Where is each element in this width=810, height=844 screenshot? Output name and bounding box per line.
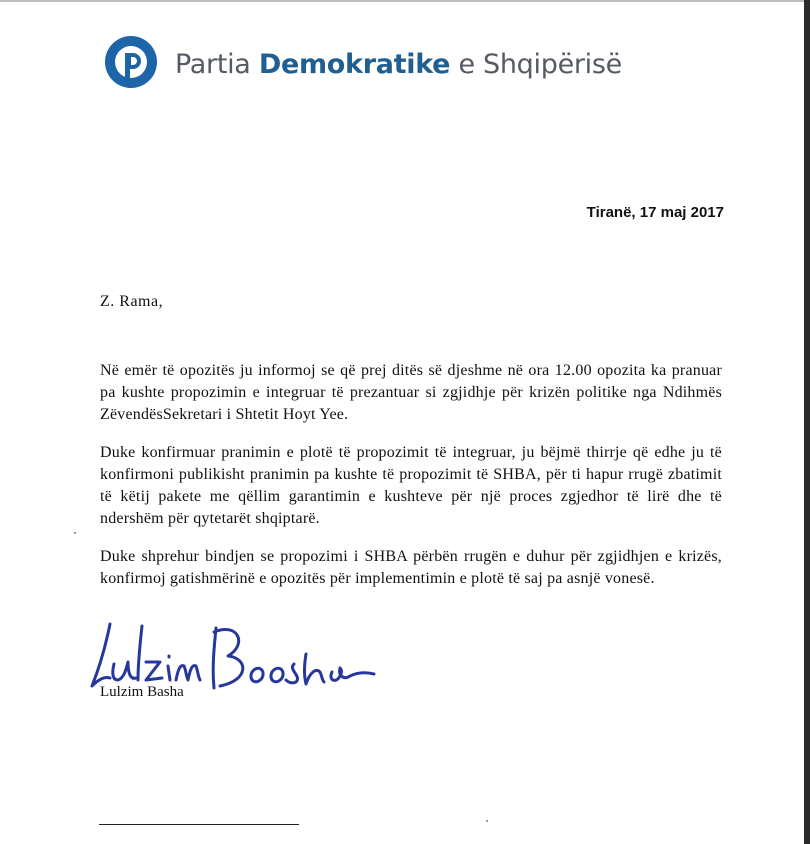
place-date: Tiranë, 17 maj 2017 xyxy=(586,204,724,221)
scan-speck xyxy=(486,820,488,822)
paragraph-1: Në emër të opozitës ju informoj se që prej ditës së djeshme në ora 12.00 opozita ka pranuar pa kushte propozimin e integruar të prezantuar si zgjidhje për krizën politike nga Ndihmës ZëvendësSekretari i Shtetit Hoyt Yee. xyxy=(100,362,722,423)
party-logo xyxy=(104,33,158,91)
salutation: Z. Rama, xyxy=(100,293,164,310)
party-name-prefix: Partia xyxy=(175,49,259,80)
scan-speck xyxy=(74,532,76,534)
footer-rule xyxy=(99,824,299,825)
scan-right-edge xyxy=(804,0,810,844)
party-name xyxy=(175,48,622,82)
letter-body xyxy=(100,360,722,606)
party-name-highlight: Demokratike xyxy=(258,49,451,80)
paragraph-2: Duke konfirmuar pranimin e plotë të propozimit të integruar, ju bëjmë thirrje që edhe ju të konfirmoni publikisht pranimin pa kushte të propozimit të SHBA, për ti hapur rrugë zbatimit të këtij pakete me qëllim garantimin e kushteve për një proces zgjedhor të lirë dhe të ndershëm për qytetarët shqiptarë. xyxy=(100,444,722,527)
scan-top-edge xyxy=(0,0,810,2)
party-name-suffix: e Shqipërisë xyxy=(450,49,622,80)
paragraph-3: Duke shprehur bindjen se propozimi i SHBA përbën rrugën e duhur për zgjidhjen e krizës, konfirmoj gatishmërinë e opozitës për implementimin e plotë të saj pa asnjë vonesë. xyxy=(100,548,722,587)
signatory-name: Lulzim Basha xyxy=(100,684,184,700)
